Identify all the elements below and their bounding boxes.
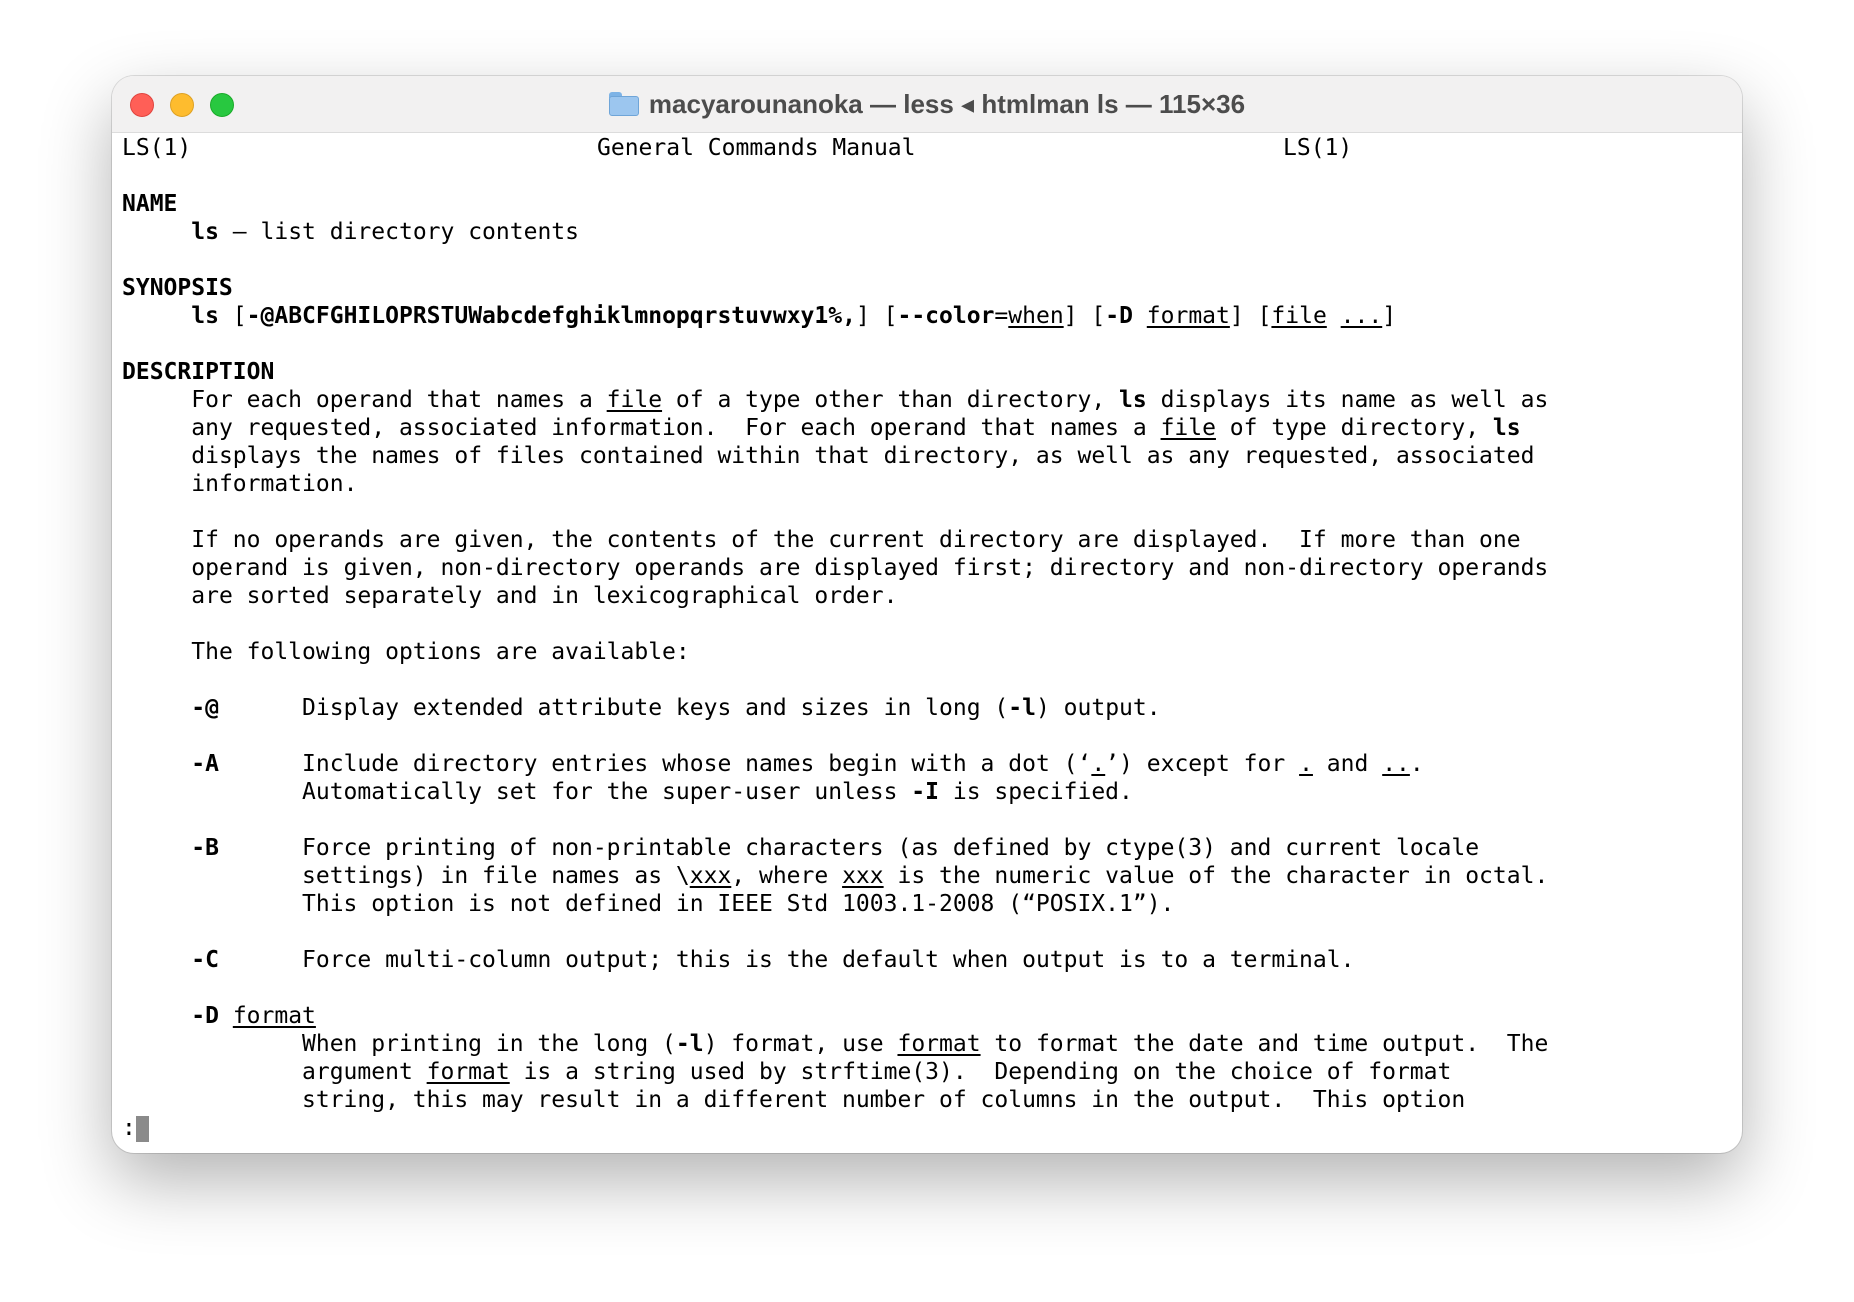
header-left: LS(1) [122,135,192,161]
option-D-cont: argument format is a string used by strftime(3). Depending on the choice of format [302,1059,1452,1085]
section-name-heading: NAME [122,191,178,217]
prompt-char: : [122,1115,136,1141]
option-D-cont: When printing in the long (-l) format, use format to format the date and time output. The [302,1031,1549,1057]
description-line: are sorted separately and in lexicographical order. [191,583,898,609]
window-title [112,76,1742,132]
terminal-content[interactable] [122,134,1742,1153]
description-line: If no operands are given, the contents of the current directory are displayed. If more than one [191,527,1521,553]
cursor [136,1116,149,1142]
name-line: ls – list directory contents [191,219,579,245]
option-A: -A Include directory entries whose names begin with a dot (‘.’) except for . and ... [191,751,1424,777]
description-line: displays the names of files contained within that directory, as well as any requested, associated [191,443,1535,469]
description-line: information. [191,471,358,497]
option-D: -D format [191,1003,316,1029]
folder-icon [609,92,639,116]
option-B: -B Force printing of non-printable characters (as defined by ctype(3) and current locale [191,835,1480,861]
header-right: LS(1) [1283,135,1353,161]
option-B-cont: This option is not defined in IEEE Std 1003.1-2008 (“POSIX.1”). [302,891,1175,917]
less-prompt[interactable] [122,1114,1742,1142]
window-title-text: macyarounanoka — less ◂ htmlman ls — 115×36 [648,88,1246,119]
terminal-window [112,76,1742,1153]
description-line: any requested, associated information. For each operand that names a file of type directory, ls [191,415,1521,441]
synopsis-line: ls [-@ABCFGHILOPRSTUWabcdefghiklmnopqrstuvwxy1%,] [--color=when] [-D format] [file ...] [191,303,1397,329]
man-header [122,134,1742,162]
section-synopsis-heading: SYNOPSIS [122,275,233,301]
description-line: For each operand that names a file of a type other than directory, ls displays its name as well as [191,387,1549,413]
option-at: -@ Display extended attribute keys and sizes in long (-l) output. [191,695,1161,721]
option-C: -C Force multi-column output; this is the default when output is to a terminal. [191,947,1355,973]
option-D-cont: string, this may result in a different number of columns in the output. This option [302,1087,1466,1113]
description-line: operand is given, non-directory operands are displayed first; directory and non-directory operands [191,555,1549,581]
option-A-cont: Automatically set for the super-user unless -I is specified. [302,779,1133,805]
option-B-cont: settings) in file names as \xxx, where xxx is the numeric value of the character in octal. [302,863,1549,889]
description-line: The following options are available: [191,639,690,665]
section-description-heading: DESCRIPTION [122,359,275,385]
title-bar[interactable] [112,76,1742,133]
header-center: General Commands Manual [597,135,916,161]
